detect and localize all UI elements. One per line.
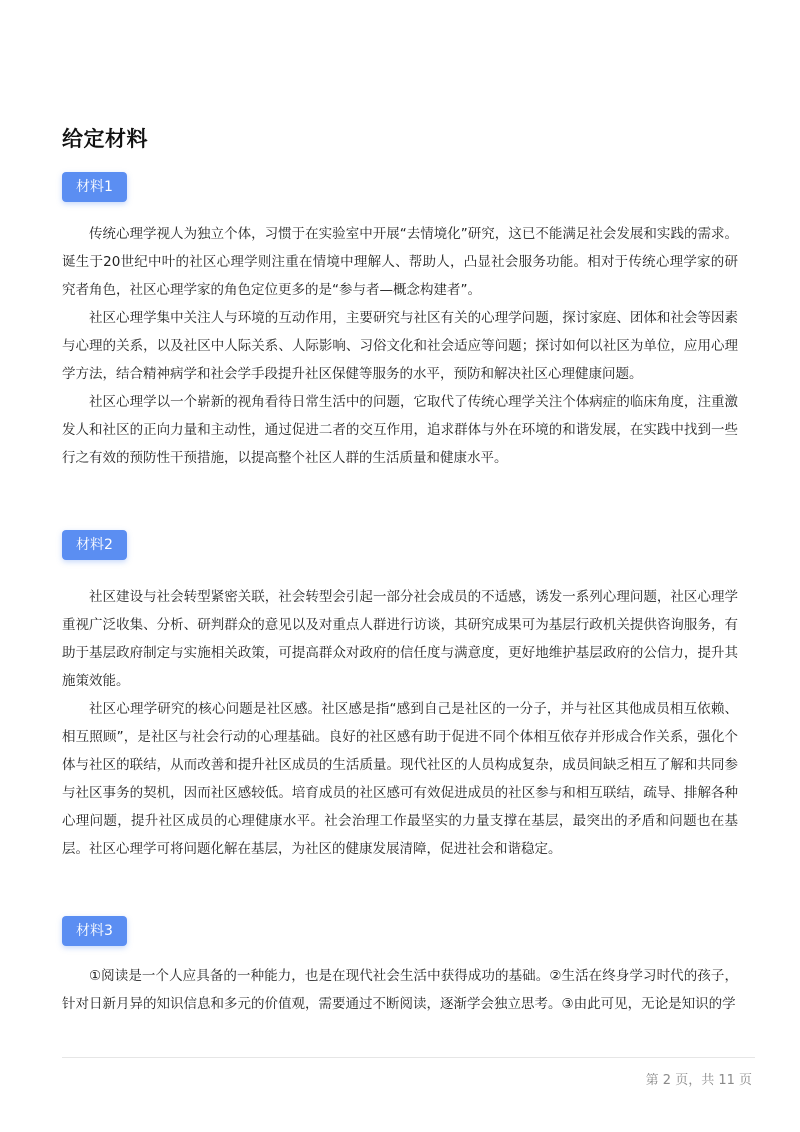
material-paragraph: 传统心理学视人为独立个体，习惯于在实验室中开展“去情境化”研究，这已不能满足社会发展和实践的需求。诞生于20世纪中叶的社区心理学则注重在情境中理解人、帮助人，凸显社会服务功能。相对于传统心理学家的研究者角色，社区心理学家的角色定位更多的是“参与者—概念构建者”。 [62,226,738,298]
material-paragraph: ①阅读是一个人应具备的一种能力，也是在现代社会生活中获得成功的基础。②生活在终身学习时代的孩子，针对日新月异的知识信息和多元的价值观，需要通过不断阅读，逐渐学会独立思考。③由此可见，无论是知识的学 [62,968,738,1012]
material-body [62,583,738,863]
material-body [62,962,738,1018]
material-paragraph: 社区心理学以一个崭新的视角看待日常生活中的问题，它取代了传统心理学关注个体病症的临床角度，注重激发人和社区的正向力量和主动性，通过促进二者的交互作用，追求群体与外在环境的和谐发展，在实践中找到一些行之有效的预防性干预措施，以提高整个社区人群的生活质量和健康水平。 [62,394,738,466]
material-section-2 [62,530,738,863]
material-body [62,220,738,472]
material-section-1 [62,172,738,472]
material-label-badge: 材料3 [62,916,127,946]
page-number: 第 2 页，共 11 页 [645,1073,752,1088]
footer-divider [62,1057,755,1058]
material-label-badge: 材料1 [62,172,127,202]
page-title: 给定材料 [62,127,148,151]
material-section-3 [62,916,738,1018]
material-paragraph: 社区心理学集中关注人与环境的互动作用，主要研究与社区有关的心理学问题，探讨家庭、团体和社会等因素与心理的关系，以及社区中人际关系、人际影响、习俗文化和社会适应等问题；探讨如何以社区为单位，应用心理学方法，结合精神病学和社会学手段提升社区保健等服务的水平，预防和解决社区心理健康问题。 [62,310,738,382]
material-paragraph: 社区建设与社会转型紧密关联，社会转型会引起一部分社会成员的不适感，诱发一系列心理问题，社区心理学重视广泛收集、分析、研判群众的意见以及对重点人群进行访谈，其研究成果可为基层行政机关提供咨询服务，有助于基层政府制定与实施相关政策，可提高群众对政府的信任度与满意度，更好地维护基层政府的公信力，提升其施策效能。 [62,589,738,689]
material-label-badge: 材料2 [62,530,127,560]
material-paragraph: 社区心理学研究的核心问题是社区感。社区感是指“感到自己是社区的一分子，并与社区其他成员相互依赖、相互照顾”，是社区与社会行动的心理基础。良好的社区感有助于促进不同个体相互依存并形成合作关系，强化个体与社区的联结，从而改善和提升社区成员的生活质量。现代社区的人员构成复杂，成员间缺乏相互了解和共同参与社区事务的契机，因而社区感较低。培育成员的社区感可有效促进成员的社区参与和相互联结，疏导、排解各种心理问题，提升社区成员的心理健康水平。社会治理工作最坚实的力量支撑在基层，最突出的矛盾和问题也在基层。社区心理学可将问题化解在基层，为社区的健康发展清障，促进社会和谐稳定。 [62,701,738,857]
